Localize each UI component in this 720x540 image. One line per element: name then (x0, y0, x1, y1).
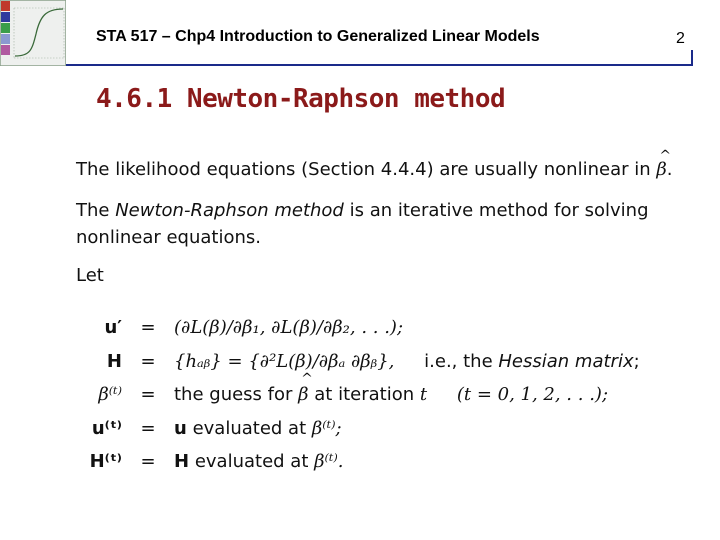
p1-end: . (666, 159, 673, 180)
slide-number: 2 (676, 30, 685, 47)
def-beta-t-pre: the guess for (174, 384, 293, 406)
p1-beta-hat: ^ β (656, 156, 666, 183)
paragraph-likelihood (76, 156, 673, 183)
def-h-t-math: β⁽ᵗ⁾. (314, 451, 344, 473)
p2-line2: nonlinear equations. (76, 227, 261, 248)
paragraph-newton-raphson (76, 197, 649, 251)
def-u-t-bold: u (174, 417, 187, 439)
def-h-t-bold: H (174, 451, 190, 473)
def-equals: = (140, 350, 156, 372)
section-title: 4.6.1 Newton-Raphson method (96, 84, 506, 114)
header-tick (691, 50, 693, 66)
definition-row (78, 345, 640, 379)
def-beta-t-mid: at iteration (314, 384, 415, 406)
def-u-t-math: β⁽ᵗ⁾; (311, 417, 342, 439)
definition-row (78, 445, 640, 479)
def-equals: = (140, 451, 156, 473)
def-u-prime-lhs: u′ (104, 317, 122, 339)
logo-icon (0, 0, 66, 66)
def-beta-t-var: t (419, 384, 428, 406)
def-beta-t-lhs: β⁽ᵗ⁾ (98, 384, 122, 406)
definitions-table (78, 311, 640, 479)
def-equals: = (140, 417, 156, 439)
course-title: STA 517 – Chp4 Introduction to Generalized Linear Models (96, 28, 540, 45)
logo-block-red (1, 1, 10, 11)
p2-term: Newton-Raphson method (115, 200, 344, 221)
def-h-note-end: ; (633, 350, 640, 372)
header-rule (66, 64, 693, 66)
def-h-note-term: Hessian matrix (498, 350, 634, 372)
p2-pre: The (76, 200, 110, 221)
def-beta-t-symbol: ^ β (298, 384, 308, 405)
def-h-t-lhs: H⁽ᵗ⁾ (89, 451, 122, 473)
def-h-lhs: H (106, 350, 122, 372)
paragraph-let: Let (76, 265, 104, 286)
logo-block-purple (1, 45, 10, 55)
def-u-prime-rhs: (∂L(β)/∂β₁, ∂L(β)/∂β₂, . . .); (174, 317, 404, 339)
def-equals: = (140, 384, 156, 406)
def-beta-t-note: (t = 0, 1, 2, . . .); (456, 384, 609, 406)
definition-row (78, 378, 640, 412)
def-u-t-lhs: u⁽ᵗ⁾ (91, 417, 122, 439)
def-h-rhs: {hₐᵦ} = {∂²L(β)/∂βₐ ∂βᵦ}, (174, 350, 395, 372)
logo-block-lightblue (1, 34, 10, 44)
def-h-t-text: evaluated at (194, 451, 309, 473)
definition-row (78, 412, 640, 446)
logo-block-green (1, 23, 10, 33)
def-h-note-pre: i.e., the (424, 350, 493, 372)
def-equals: = (140, 317, 156, 339)
definition-row (78, 311, 640, 345)
logo-block-blue (1, 12, 10, 22)
p1-text: The likelihood equations (Section 4.4.4) are usually nonlinear in (76, 159, 651, 180)
p2-line1-rest: is an iterative method for solving (349, 200, 649, 221)
def-u-t-text: evaluated at (192, 417, 307, 439)
